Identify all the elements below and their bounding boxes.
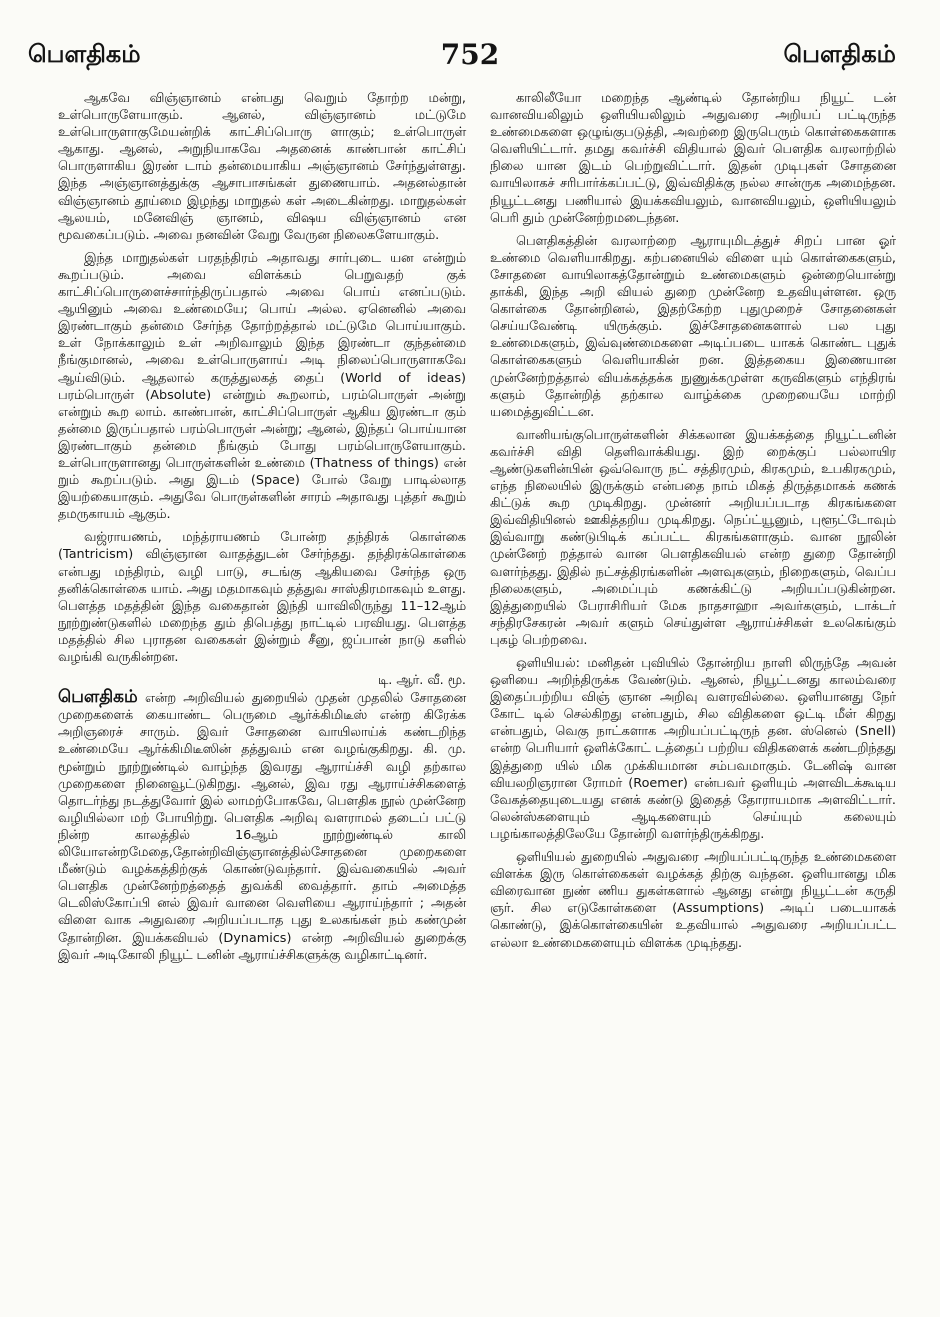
running-title-left: பௌதிகம் (28, 40, 141, 68)
entry-paragraph (58, 689, 466, 964)
page-header (0, 0, 940, 86)
right-column (490, 90, 896, 958)
paragraph: பௌதிகத்தின் வரலாற்றை ஆராயுமிடத்துச் சிறப் பான ஓர் உண்மை வெளியாகிறது. கற்பனையில் விளை யும் கொள்கைகளும், சோதனை வாயிலாகத்தோன்றும் உண்மைகளும் ஒன்றையொன்று தாக்கி, இந்த அறி வியல் துறை முன்னேற உதவியுள்ளன. ஒரு கொள்கை தோன்றினல், இதற்கேற்ற புதுமுறைச் சோதனைகள் செய்யவேண்டி யிருக்கும். இச்சோதனைகளால் பல புது உண்மைகளும், இவ்வுண்மைகளை அடிப்படை யாகக் கொண்ட புதுக் கொள்கைகளும் வெளியாகின் றன. இத்தகைய இணையான முன்னேற்றத்தால் வியக்கத்தக்க நுணுக்கமுள்ள கருவிகளும் எந்திரங் களும் தோன்றித் தற்கால வாழ்க்கை முறையையே மாற்றி யமைத்துவிட்டன. (490, 233, 896, 420)
page-number: 752 (440, 38, 500, 71)
left-column (58, 90, 466, 970)
paragraph: ஆகவே விஞ்ஞானம் என்பது வெறும் தோற்ற மன்று, உள்பொருளேயாகும். ஆனல், விஞ்ஞானம் மட்டுமே உள்பொருளாகுமேயன்றிக் காட்சிப்பொரு ளாகும்; உள்பொருள் ஆகாது. ஆனல், அறுநியாகவே அதனைக் காண்பான் காட்சிப் பொருளாகிய இரண் டாம் தன்மையாகிய அஞ்ஞானம் சேர்ந்துள்ளது. இந்த அஞ்ஞானத்துக்கு ஆசாபாசங்கள் துணையாம். அதனல்தான் விஞ்ஞானம் தூய்மை இழந்து மாறுதல் கள் அடைகின்றது. மாறுதல்கள் ஆலயம், மனேவிஞ் ஞானம், விஷய விஞ்ஞானம் என மூவகைப்படும். அவை நனவின் வேறு வேருன நிலைகளேயாகும். (58, 91, 466, 243)
paragraph: ஒளியியல் துறையில் அதுவரை அறியப்பட்டிருந்த உண்மைகளை விளக்க இரு கொள்கைகள் வழக்கத் திற்கு வந்தன. ஒளியானது மிக விரைவான நுண் ணிய துகள்களால் ஆனது என்று நியூட்டன் கருதி ஞர். சில எடுகோள்களை (Assumptions) அடிப் படையாகக் கொண்டு, இக்கொள்கையின் உதவியால் அதுவரை அறியப்பட்ட எல்லா உண்மைகளையும் விளக்க முடிந்தது. (490, 850, 896, 951)
entry-text: என்ற அறிவியல் துறையில் முதன் முதலில் சோதனை முறைகளைக் கையாண்ட பெருமை ஆர்க்கிமிடீஸ் என்ற கிரேக்க அறிஞரைச் சாரும். இவர் சோதனை வாயிலாய்க் கண்டறிந்த உண்மையே ஆர்க்கிமிடீஸின் தத்துவம் என வழங்குகிறது. கி. மு. மூன்றும் நூற்றுண்டில் வாழ்ந்த இவரது ஆராய்ச்சி வழி தற்கால முறைகளை நினைவூட்டுகிறது. ஆனல், இவ ரது ஆராய்ச்சிகளைத் தொடர்ந்து நடத்துவோர் இல் லாமற்போகவே, பௌதிக நூல் முன்னேற வழியில்லா மற் போயிற்று. பௌதிக அறிவு வளராமல் தடைப் பட்டு நின்ற காலத்தில் 16ஆம் நூற்றுண்டில் காலி லியோஎன்றமேதை,தோன்றிவிஞ்ஞானத்தில்சோதனை முறைகளை மீண்டும் வழக்கத்திற்குக் கொண்டுவந்தார். இவ்வகையில் அவர் பௌதிக முன்னேற்றத்தைத் துவக்கி வைத்தார். தாம் அமைத்த டெலிஸ்கோப்பி னல் இவர் வானை வெளியை ஆராய்ந்தார் ; அதன் விளை வாக அதுவரை அறியப்படாத புது உலகங்கள் நம் கண்முன் தோன்றின. இயக்கவியல் (Dynamics) என்ற அறிவியல் துறைக்கு இவர் அடிகோலி நியூட் டனின் ஆராய்ச்சிகளுக்கு வழிகாட்டினர். (58, 691, 466, 963)
paragraph: வஜ்ராயணம், மந்த்ராயணம் போன்ற தந்திரக் கொள்கை (Tantricism) விஞ்ஞான வாதத்துடன் சேர்ந்தது. தந்திரக்கொள்கை என்பது மந்திரம், வழி பாடு, சடங்கு ஆகியவை சேர்ந்த ஒரு தனிக்கொள்கை யாம். அது மதமாகவும் தத்துவ சாஸ்திரமாகவும் உளது. பௌத்த மதத்தின் இந்த வகைதான் இந்தி யாவிலிருந்து 11–12ஆம் நூற்றுண்டுகளில் மறைந்த தும் திபெத்து நாட்டில் பரவியது. பௌத்த மதத்தில் சில புராதன வகைகள் இன்றும் சீனு, ஜப்பான் நாடு களில் வழங்கி வருகின்றன. (58, 530, 466, 665)
paragraph: காலிலீயோ மறைந்த ஆண்டில் தோன்றிய நியூட் டன் வானவியலிலும் ஒளியியலிலும் அதுவரை அறியப் பட்டிருந்த உண்மைகளை ஒழுங்குபடுத்தி, அவற்றை இருபெரும் கொள்கைகளாக வெளியிட்டார். தமது கவர்ச்சி விதியால் இவர் பௌதிக வரலாற்றில் நிலை யான இடம் பெற்றுவிட்டார். இதன் முடிபுகள் சோதனை வாயிலாகச் சரிபார்க்கப்பட்டு, இவ்விதிக்கு நல்ல சான்ருக அமைந்தன. நியூட்டனது பணியால் இயக்கவியலும், வானவியலும், ஒளியியலும் பெரி தும் முன்னேற்றமடைந்தன. (490, 91, 896, 226)
running-title-right: பௌதிகம் (783, 40, 896, 68)
paragraph: வானியங்குபொருள்களின் சிக்கலான இயக்கத்தை நியூட்டனின் கவர்ச்சி விதி தெளிவாக்கியது. இற் றைக்குப் பல்லாயிர ஆண்டுகளின்பின் ஒவ்வொரு நட் சத்திரமும், கிரகமும், உபகிரகமும், எந்த நிலையில் இருக்கும் என்பதை நாம் மிகத் திருத்தமாகக் கணக் கிட்டுக் கூற முடிகிறது. முன்னர் அறியப்படாத கிரகங்களை இவ்விதியினல் ஊகித்தறிய முடிகிறது. நெப்ட்யூனும், புளூட்டோவும் இவ்வாறு கண்டுபிடிக் கப்பட்ட கிரகங்களாகும். வான நூலின் முன்னேற் றத்தால் வான பௌதிகவியல் என்ற துறை தோன்றி வளர்ந்தது. இதில் நட்சத்திரங்களின் அளவுகளும், நிறைகளும், வெப்ப நிலைகளும், அமைப்பும் கணக்கிட்டு அறியப்படுகின்றன. இத்துறையில் பேராசிரியர் மேக நாதசாஹா அவர்களும், டாக்டர் சந்திரசேகரன் அவர் களும் செய்துள்ள ஆராய்ச்சிகள் உலகெங்கும் புகழ் பெற்றவை. (490, 427, 896, 648)
paragraph: ஒளியியல்: மனிதன் புவியில் தோன்றிய நாளி லிருந்தே அவன் ஒளியை அறிந்திருக்க வேண்டும். ஆனல், நியூட்டனது காலம்வரை இதைப்பற்றிய விஞ் ஞான அறிவு வளரவில்லை. ஒளியானது நேர் கோட் டில் செல்கிறது என்பதும், சில விதிகளை ஒட்டி மீள் கிறது என்பதும், வெகு நாட்களாக அறியப்பட்டிருந் தன. ஸ்னெல் (Snell) என்ற பெரியார் ஒளிக்கோட் டத்தைப் பற்றிய விதிகளைக் கண்டறிந்தது இத்துறை யில் மிக முக்கியமான சம்பவமாகும். டேனிஷ் வான வியலறிஞரான ரோமர் (Roemer) என்பவர் ஒளியும் அளவிடக்கூடிய வேகத்தையுடையது எனக் கண்டு இதைத் தோராயமாக அளவிட்டார். லென்ஸ்களையும் ஆடிகளையும் செய்யும் கலையும் பழங்காலத்திலேயே தோன்றி வளர்ந்திருக்கிறது. (490, 656, 896, 842)
entry-heading: பௌதிகம் (58, 687, 138, 708)
author-signature: டி. ஆர். வீ. மூ. (378, 673, 466, 689)
paragraph: இந்த மாறுதல்கள் பரதந்திரம் அதாவது சார்புடை யன என்றும் கூறப்படும். அவை விளக்கம் பெறுவதற் குக் காட்சிப்பொருளைச்சார்ந்திருப்பதால் அவை பொய் எனப்படும். ஆயினும் அவை உண்மையே; பொய் அல்ல. ஏனெனில் அவை இரண்டாகும் தன்மை சேர்ந்த தோற்றத்தால் மட்டுமே பொய்யாகும். உள் நோக்காலும் உள் அறிவாலும் இந்த இரண்டா குந்தன்மை நீங்குமானல், அவை உள்பொருளாய் அடி நிலைப்பொருளாகவே ஆய்விடும். ஆதலால் கருத்துலகத் தைப் (World of ideas) பரம்பொருள் (Absolute) என்றும் கூறலாம், பரம்பொருள் அன்று என்றும் கூற லாம். காண்பான், காட்சிப்பொருள் ஆகிய இரண்டா கும் தன்மை இருப்பதால் பரம்பொருள் அன்று; ஆனல், இந்தப் பொய்யான இரண்டாகும் தன்மை நீங்கும் போது பரம்பொருளேயாகும். உள்பொருளானது பொருள்களின் உண்மை (Thatness of things) என் றும் கூறப்படும். அது இடம் (Space) போல் வேறு பாடில்லாத இயற்கையாகும். அதுவே பொருள்களின் சாரம் அதாவது புத்தர் கூறும் தமருகாயம் ஆகும். (58, 250, 466, 523)
